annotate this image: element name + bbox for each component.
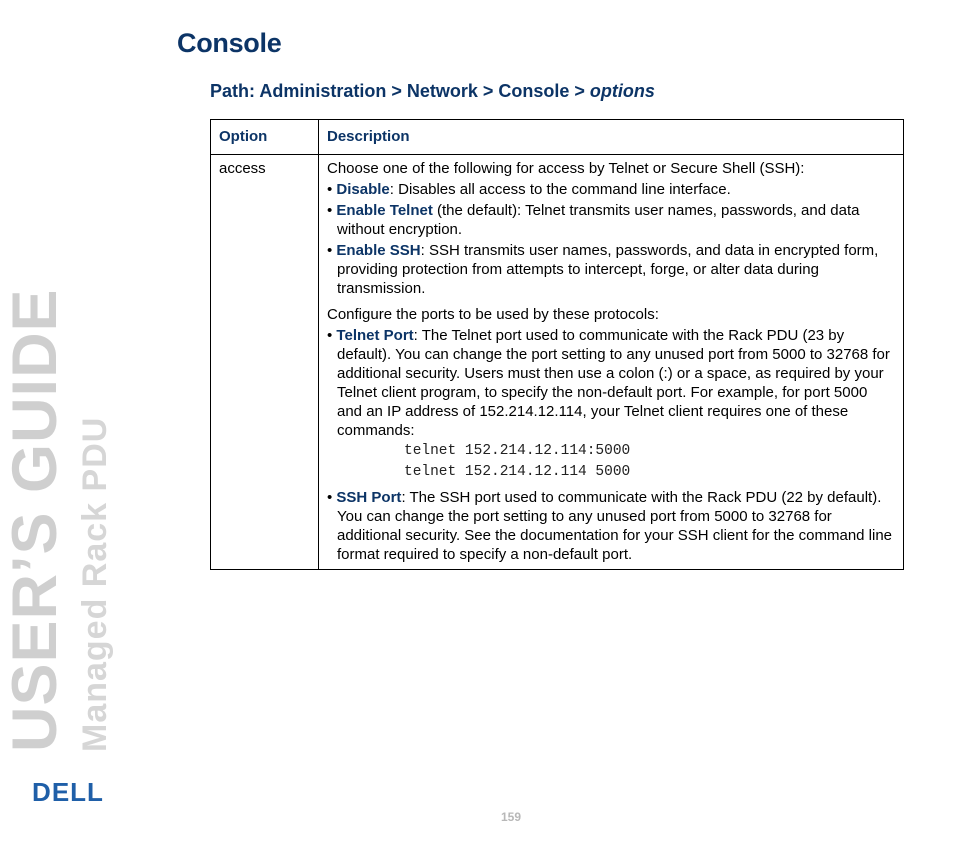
option-term: Telnet Port	[336, 327, 414, 344]
option-term: Enable Telnet	[336, 202, 433, 219]
table-header-row	[211, 120, 904, 155]
logo-text: DELL	[32, 779, 104, 805]
path-options: options	[589, 81, 655, 101]
description-cell	[319, 155, 904, 570]
path-prefix: Path: Administration > Network > Console >	[210, 81, 590, 101]
table-row	[211, 155, 904, 570]
column-header-description: Description	[319, 120, 904, 155]
product-name: Managed Rack PDU	[76, 416, 114, 752]
list-item: • Telnet Port: The Telnet port used to communicate with the Rack PDU (23 by default). You can change the port setting to any unused port from 5000 to 32768 for additional security. Users must then use a colon (:) or a space, as required by your Telnet client program, to specify the non-default port. For example, for port 5000 and an IP address of 152.214.12.114, your Telnet client requires one of these commands: telnet 152.214.12.114:5000 telnet 152.214.12.114 5000	[327, 326, 895, 483]
option-text: : The SSH port used to communicate with the Rack PDU (22 by default). You can change the port setting to any unused port from 5000 to 32768 for additional security. See the documentation for your SSH client for the command line format required to specify a non-default port.	[337, 489, 893, 563]
navigation-path	[210, 81, 655, 102]
options-table	[210, 119, 904, 570]
page-title: Console	[177, 28, 282, 58]
option-text: (the default): Telnet transmits user names, passwords, and data without encryption.	[337, 202, 860, 238]
access-intro: Choose one of the following for access by Telnet or Secure Shell (SSH):	[327, 160, 805, 177]
code-line: telnet 152.214.12.114 5000	[404, 464, 631, 480]
option-term: Enable SSH	[336, 242, 421, 259]
option-term: Disable	[336, 181, 390, 198]
guide-title: USER’S GUIDE	[0, 288, 70, 752]
dell-logo	[25, 779, 111, 805]
page-number: 159	[500, 810, 522, 824]
option-text: : Disables all access to the command line interface.	[389, 181, 731, 198]
code-line: telnet 152.214.12.114:5000	[404, 443, 631, 459]
list-item: • SSH Port: The SSH port used to communicate with the Rack PDU (22 by default). You can change the port setting to any unused port from 5000 to 32768 for additional security. See the documentation for your SSH client for the command line format required to specify a non-default port.	[327, 489, 893, 563]
list-item: • Disable: Disables all access to the command line interface.	[327, 181, 731, 198]
option-term: SSH Port	[336, 489, 402, 506]
ports-intro: Configure the ports to be used by these protocols:	[327, 306, 659, 323]
code-block	[337, 441, 895, 483]
option-text: : SSH transmits user names, passwords, and data in encrypted form, providing protection from attempts to intercept, forge, or alter data during transmission.	[337, 242, 879, 297]
list-item: • Enable SSH: SSH transmits user names, passwords, and data in encrypted form, providing protection from attempts to intercept, forge, or alter data during transmission.	[327, 242, 879, 297]
list-item: • Enable Telnet (the default): Telnet transmits user names, passwords, and data without encryption.	[327, 202, 860, 238]
option-text: : The Telnet port used to communicate with the Rack PDU (23 by default). You can change the port setting to any unused port from 5000 to 32768 for additional security. Users must then use a colon (:) or a space, as required by your Telnet client program, to specify the non-default port. For example, for port 5000 and an IP address of 152.214.12.114, your Telnet client requires one of these commands:	[337, 327, 890, 439]
option-cell: access	[211, 155, 319, 570]
column-header-option: Option	[211, 120, 319, 155]
